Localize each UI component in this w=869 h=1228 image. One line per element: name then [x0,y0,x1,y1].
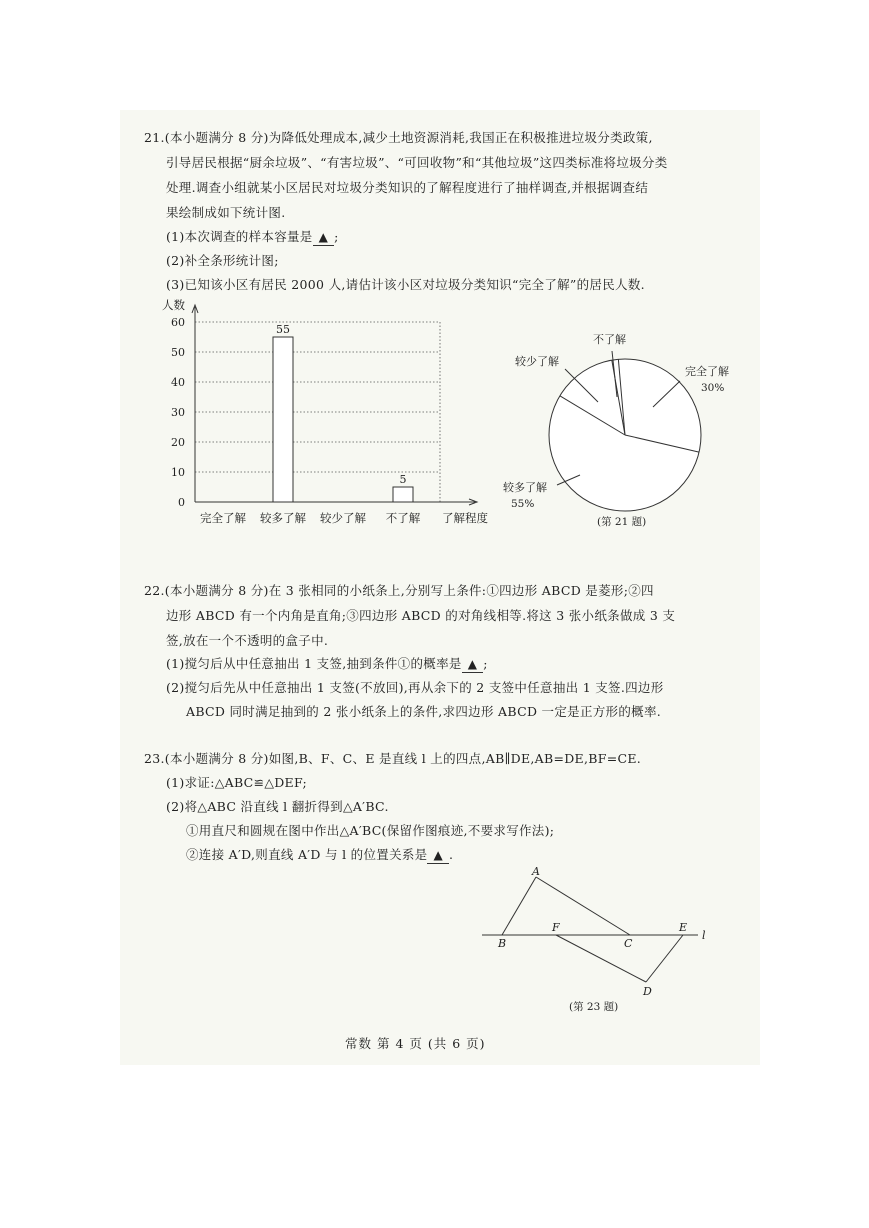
point-a-label: A [532,865,540,878]
q22-line-3: 签,放在一个不透明的盒子中. [166,633,329,648]
q23-part-2b-end: . [449,847,454,862]
q23-caption: (第 23 题) [569,1001,619,1013]
bar [273,337,293,502]
q22-part-2-line-2: ABCD 同时满足抽到的 2 张小纸条上的条件,求四边形 ABCD 一定是正方形的概率. [186,704,662,719]
y-tick-label: 10 [171,466,185,479]
q22-part-1-text: (1)搅匀后从中任意抽出 1 支签,抽到条件①的概率是 [166,656,462,671]
bar-data-label: 55 [276,323,290,336]
q23-part-2: (2)将△ABC 沿直线 l 翻折得到△A′BC. [166,799,389,814]
y-tick-label: 0 [178,496,185,509]
q21-part-1 [166,229,339,246]
segment-ac [536,877,630,935]
q23-figure [470,865,720,1000]
bar [393,487,413,502]
segment-fd [556,935,646,982]
answer-triangle-icon: ▲ [467,657,478,671]
pie-label: 不了解 [593,333,626,346]
y-tick-label: 20 [171,436,185,449]
q23-part-1: (1)求证:△ABC≌△DEF; [166,775,308,790]
q21-part-3: (3)已知该小区有居民 2000 人,请估计该小区对垃圾分类知识“完全了解”的居民人数. [166,277,645,292]
point-c-label: C [624,937,633,950]
point-b-label: B [498,937,507,950]
x-tick-label: 较少了解 [320,511,366,525]
x-tick-label: 较多了解 [260,511,306,525]
answer-blank [313,229,335,246]
q21-part-1-end: ; [334,229,339,244]
answer-triangle-icon: ▲ [318,230,329,244]
q23-part-2b-text: ②连接 A′D,则直线 A′D 与 l 的位置关系是 [186,847,428,862]
y-tick-label: 50 [171,346,185,359]
q22-line-1: 22.(本小题满分 8 分)在 3 张相同的小纸条上,分别写上条件:①四边形 ABCD 是菱形;②四 [144,583,654,598]
answer-blank [462,656,484,673]
segment-ab [502,877,536,935]
q21-line-2: 引导居民根据“厨余垃圾”、“有害垃圾”、“可回收物”和“其他垃圾”这四类标准将垃圾分类 [166,155,668,170]
y-tick-label: 30 [171,406,185,419]
y-tick-label: 40 [171,376,185,389]
q23-line-1: 23.(本小题满分 8 分)如图,B、F、C、E 是直线 l 上的四点,AB∥DE,AB=DE,BF=CE. [144,751,642,766]
bar-data-label: 5 [399,473,407,486]
segment-ed [646,935,683,982]
q21-caption: (第 21 题) [597,516,647,528]
q22-line-2: 边形 ABCD 有一个内角是直角;③四边形 ABCD 的对角线相等.将这 3 张小纸条做成 3 支 [166,608,676,623]
q22-part-2-line-1: (2)搅匀后先从中任意抽出 1 支签(不放回),再从余下的 2 支签中任意抽出 1 支签.四边形 [166,680,664,695]
q21-part-2: (2)补全条形统计图; [166,253,279,268]
q23-part-2b [186,847,453,864]
bar-chart [150,295,495,530]
pie-label: 较多了解 [503,481,547,494]
x-tick-label: 完全了解 [200,511,246,525]
point-f-label: F [552,921,560,934]
x-axis-label: 了解程度 [442,511,488,525]
q21-part-1-text: (1)本次调查的样本容量是 [166,229,313,244]
page-footer: 常数 第 4 页 (共 6 页) [345,1036,486,1051]
y-tick-label: 60 [171,316,185,329]
y-axis-label: 人数 [162,298,185,312]
point-d-label: D [643,985,652,998]
line-l-label: l [702,929,706,942]
x-tick-label: 不了解 [385,511,421,525]
point-e-label: E [679,921,688,934]
q22-part-1-end: ; [483,656,488,671]
q22-part-1 [166,656,488,673]
answer-triangle-icon: ▲ [433,848,443,862]
answer-blank [427,847,449,864]
pie-value-label: 30% [701,382,725,394]
q23-part-2a: ①用直尺和圆规在图中作出△A′BC(保留作图痕迹,不要求写作法); [186,823,555,838]
q21-line-1: 21.(本小题满分 8 分)为降低处理成本,减少土地资源消耗,我国正在积极推进垃圾分类政策, [144,130,653,145]
pie-label: 较少了解 [515,355,559,368]
pie-chart [495,325,745,525]
q21-line-3: 处理.调查小组就某小区居民对垃圾分类知识的了解程度进行了抽样调查,并根据调查结 [166,180,649,195]
q21-line-4: 果绘制成如下统计图. [166,205,286,220]
pie-value-label: 55% [511,498,535,510]
pie-label: 完全了解 [685,365,729,378]
